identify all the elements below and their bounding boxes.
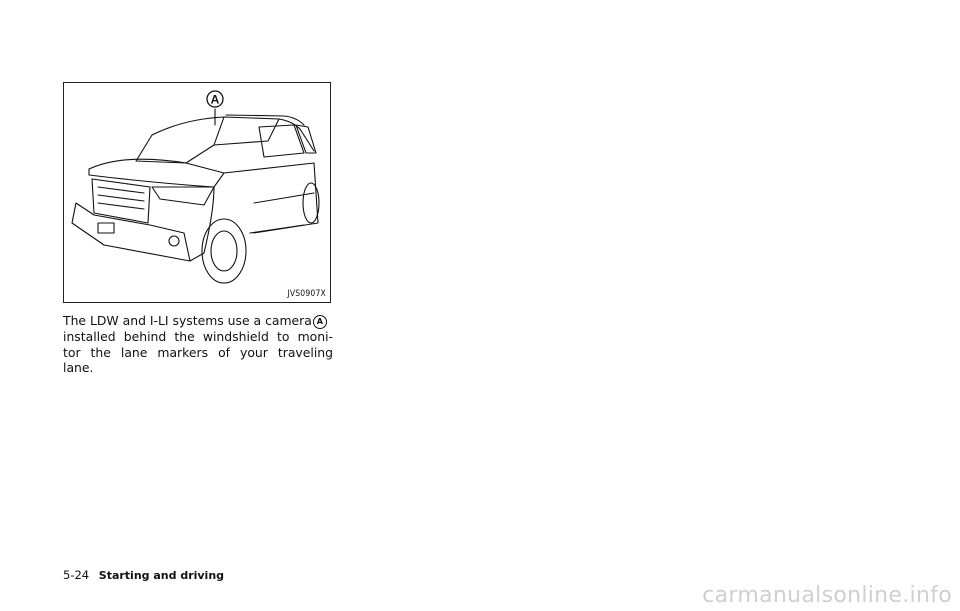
- body-line-4: lane.: [63, 360, 94, 376]
- body-line-2: installed behind the windshield to moni-: [63, 329, 333, 344]
- figure-code: JVS0907X: [287, 289, 326, 299]
- page-footer: [63, 568, 224, 582]
- body-paragraph: [63, 313, 333, 376]
- camera-callout-marker: A: [313, 315, 327, 329]
- suv-illustration: [64, 83, 330, 302]
- camera-callout-label: A: [210, 92, 220, 107]
- page-number: 5-24: [63, 568, 90, 582]
- body-line-1: [63, 313, 333, 329]
- watermark: carmanualsonline.info: [702, 583, 952, 608]
- body-line-3: tor the lane markers of your traveling: [63, 344, 333, 360]
- vehicle-figure: [63, 82, 331, 303]
- section-title: Starting and driving: [98, 569, 225, 582]
- body-line-1-text: The LDW and I-LI systems use a camera: [63, 313, 312, 328]
